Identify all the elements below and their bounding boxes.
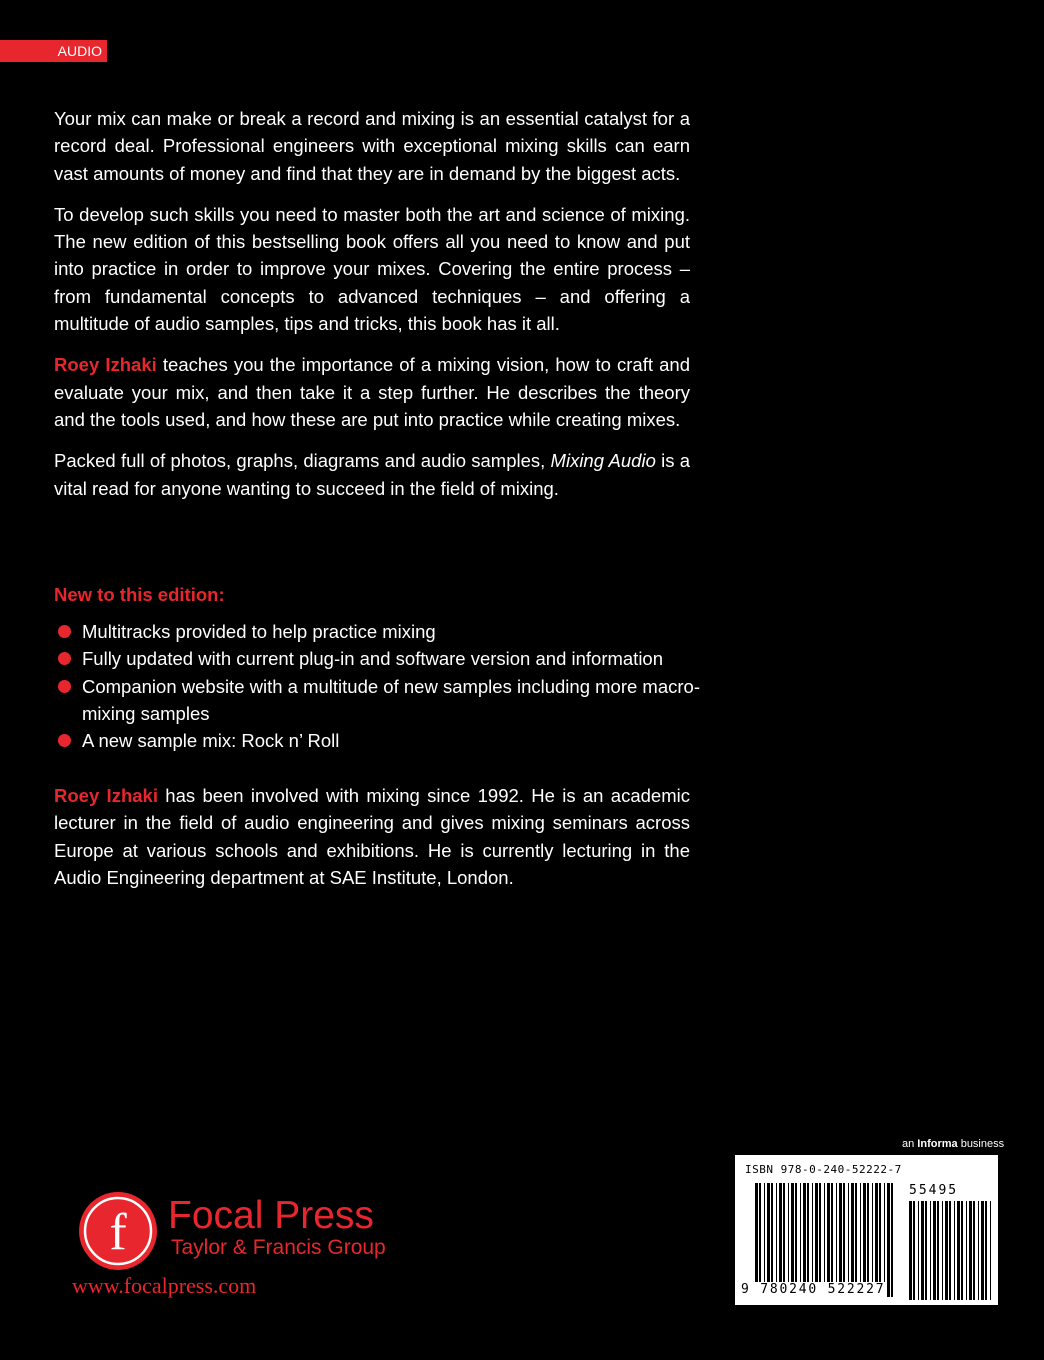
logo-letter: f bbox=[109, 1204, 127, 1261]
barcode-bar bbox=[863, 1183, 866, 1297]
barcode-bar bbox=[957, 1201, 960, 1300]
barcode-bar bbox=[815, 1183, 818, 1297]
focal-press-logo-icon bbox=[78, 1191, 158, 1271]
description-paragraph-4-end: is a vital read for anyone wanting to succeed in the field of mixing. bbox=[54, 450, 690, 499]
description-paragraph-3-text: teaches you the importance of a mixing vision, how to craft and evaluate your mix, and then take it a step further. He describes the theory and the tools used, and how these are put into practice while creating mixes. bbox=[54, 354, 690, 430]
barcode-bar bbox=[913, 1201, 915, 1300]
barcode-bar bbox=[872, 1183, 873, 1297]
barcode-addon-digits: 55495 bbox=[909, 1183, 959, 1198]
bullet-icon bbox=[58, 734, 71, 747]
book-title: Mixing Audio bbox=[550, 450, 656, 472]
barcode-bar bbox=[803, 1183, 806, 1297]
barcode-bar bbox=[851, 1183, 854, 1297]
barcode-bar bbox=[945, 1201, 948, 1300]
barcode-bar bbox=[812, 1183, 813, 1297]
barcode-bar bbox=[764, 1183, 765, 1297]
publisher-website-link[interactable]: www.focalpress.com bbox=[72, 1273, 257, 1298]
publisher-group: Taylor & Francis Group bbox=[171, 1236, 386, 1259]
barcode-bar bbox=[985, 1201, 987, 1300]
barcode-bar bbox=[918, 1201, 919, 1300]
barcode-bar bbox=[937, 1201, 939, 1300]
barcode-digits: 9 780240 522227 bbox=[741, 1282, 886, 1297]
author-name: Roey Izhaki bbox=[54, 354, 157, 376]
isbn-number: ISBN 978-0-240-52222-7 bbox=[745, 1163, 902, 1176]
barcode-bar bbox=[942, 1201, 943, 1300]
barcode-bar bbox=[791, 1183, 794, 1297]
barcode-bar bbox=[831, 1183, 833, 1297]
barcode-bar bbox=[925, 1201, 927, 1300]
barcode-bar bbox=[921, 1201, 924, 1300]
barcode-bar bbox=[779, 1183, 782, 1297]
list-item-text: Multitracks provided to help practice mixing bbox=[82, 621, 436, 642]
barcode-bar bbox=[860, 1183, 861, 1297]
informa-brand: Informa bbox=[917, 1138, 958, 1150]
description-paragraph-4-start: Packed full of photos, graphs, diagrams and audio samples, bbox=[54, 450, 551, 472]
barcode-bar bbox=[884, 1183, 885, 1297]
bio-author-name: Roey Izhaki bbox=[54, 785, 158, 806]
barcode-bar bbox=[969, 1201, 972, 1300]
barcode-bar bbox=[759, 1183, 761, 1297]
barcode-bar bbox=[776, 1183, 777, 1297]
list-item-text: Fully updated with current plug-in and software version and information bbox=[82, 648, 664, 670]
barcode-bar bbox=[843, 1183, 845, 1297]
barcode bbox=[735, 1155, 998, 1305]
barcode-bar bbox=[990, 1201, 991, 1300]
barcode-bar bbox=[807, 1183, 809, 1297]
informa-prefix: an bbox=[902, 1138, 918, 1150]
bullet-icon bbox=[58, 680, 71, 693]
barcode-bar bbox=[855, 1183, 857, 1297]
list-item bbox=[54, 645, 704, 672]
barcode-bar bbox=[887, 1183, 890, 1297]
publisher-name: Focal Press bbox=[168, 1194, 374, 1237]
barcode-bar bbox=[978, 1201, 979, 1300]
barcode-bar bbox=[867, 1183, 869, 1297]
description-paragraph-2: To develop such skills you need to master both the art and science of mixing. The new edition of this bestselling book offers all you need to know and put into practice in order to improve your mixes. Covering the entire process – from fundamental concepts to advanced techniques – and offering a multitude of audio samples, tips and tricks, this book has it all. bbox=[54, 203, 690, 335]
barcode-bar bbox=[973, 1201, 975, 1300]
list-item bbox=[54, 727, 704, 754]
author-bio bbox=[54, 782, 690, 891]
barcode-bar bbox=[848, 1183, 849, 1297]
barcode-bar bbox=[767, 1183, 770, 1297]
list-item-text: A new sample mix: Rock n’ Roll bbox=[82, 730, 340, 752]
barcode-bar bbox=[824, 1183, 825, 1297]
barcode-bar bbox=[891, 1183, 893, 1297]
informa-suffix: business bbox=[957, 1138, 1005, 1150]
barcode-bar bbox=[788, 1183, 789, 1297]
list-item-text: Companion website with a multitude of new samples including more macro-mixing samples bbox=[82, 675, 700, 724]
barcode-bar bbox=[783, 1183, 785, 1297]
description-paragraph-4 bbox=[54, 447, 690, 502]
barcode-bar bbox=[875, 1183, 878, 1297]
barcode-bar bbox=[966, 1201, 967, 1300]
description-paragraph-3 bbox=[54, 351, 690, 433]
bullet-icon bbox=[58, 652, 71, 665]
barcode-bar bbox=[930, 1201, 931, 1300]
list-item bbox=[54, 618, 704, 645]
description-paragraph-1: Your mix can make or break a record and mixing is an essential catalyst for a record deal. Professional engineers with exceptional mixing skills can earn vast amounts of money and find that they are in demand by the biggest acts. bbox=[54, 108, 690, 184]
book-description bbox=[54, 105, 690, 516]
barcode-bar bbox=[909, 1201, 912, 1300]
barcode-bar bbox=[755, 1183, 758, 1297]
barcode-bar bbox=[961, 1201, 963, 1300]
bio-text: has been involved with mixing since 1992. He is an academic lecturer in the field of audio engineering and gives mixing seminars across Europe at various schools and exhibitions. He is currently lecturing in the Audio Engineering department at SAE Institute, London. bbox=[54, 785, 690, 888]
barcode-bar bbox=[827, 1183, 830, 1297]
informa-business-label bbox=[902, 1138, 1004, 1150]
barcode-bar bbox=[771, 1183, 773, 1297]
new-edition-heading: New to this edition: bbox=[54, 584, 225, 605]
new-edition-list bbox=[54, 618, 704, 754]
author-bio-paragraph bbox=[54, 782, 690, 891]
barcode-bar bbox=[795, 1183, 797, 1297]
barcode-bar bbox=[836, 1183, 837, 1297]
barcode-bar bbox=[954, 1201, 955, 1300]
barcode-bar bbox=[949, 1201, 951, 1300]
barcode-bar bbox=[839, 1183, 842, 1297]
list-item bbox=[54, 673, 704, 728]
barcode-bar bbox=[800, 1183, 801, 1297]
barcode-bar bbox=[933, 1201, 936, 1300]
barcode-bar bbox=[819, 1183, 821, 1297]
barcode-bar bbox=[981, 1201, 984, 1300]
barcode-bar bbox=[879, 1183, 881, 1297]
bullet-icon bbox=[58, 625, 71, 638]
category-tag: AUDIO bbox=[0, 40, 107, 62]
